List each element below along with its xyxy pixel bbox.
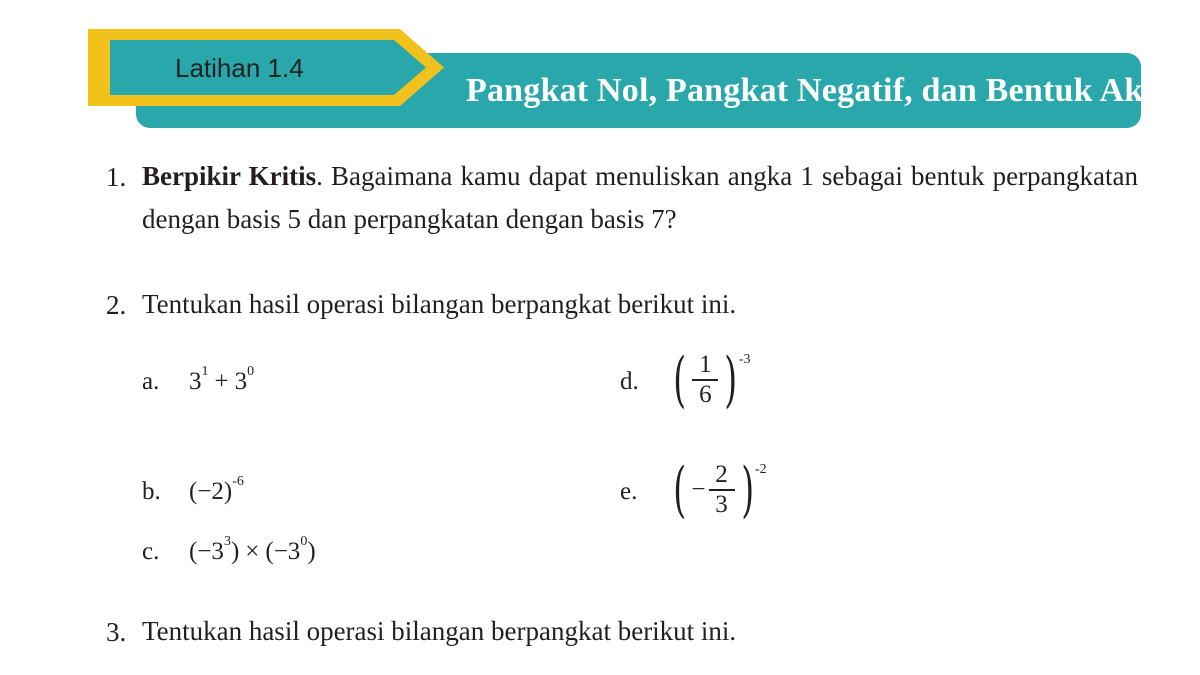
item-b-letter: b. (142, 478, 161, 505)
question-2-text: Tentukan hasil operasi bilangan berpangkat berikut ini. (142, 289, 737, 319)
item-c-letter: c. (142, 538, 160, 565)
question-1-bold-label: Berpikir Kritis (142, 161, 317, 191)
question-1-text (142, 155, 1138, 241)
item-b-expression: $(-2)^{-6}$ (189, 474, 244, 505)
item-d-expression: ( $\frac{1}{6}$ ) -3 (673, 345, 751, 415)
item-e-letter: e. (620, 478, 638, 505)
question-3-text: Tentukan hasil operasi bilangan berpangkat berikut ini. (142, 616, 737, 646)
exercise-badge-label: Latihan 1.4 (175, 53, 304, 83)
question-1-body: . Bagaimana kamu dapat menuliskan angka 1 sebagai bentuk perpangkatan dengan basis 5 dan perpangkatan dengan basis 7? (142, 161, 1138, 234)
item-a-expression: $3^1 + 3^0$ (189, 364, 255, 395)
question-1-number: 1. (106, 162, 127, 192)
question-2-number: 2. (106, 290, 127, 320)
item-c-expression: $(-3^3) \times (-3^0)$ (189, 534, 316, 565)
section-title: Pangkat Nol, Pangkat Negatif, dan Bentuk Akar (466, 72, 1176, 109)
item-a-letter: a. (142, 368, 160, 395)
item-e-expression: ( − $\frac{2}{3}$ ) -2 (673, 455, 767, 525)
item-d-letter: d. (620, 368, 639, 395)
question-3-number: 3. (106, 617, 127, 647)
